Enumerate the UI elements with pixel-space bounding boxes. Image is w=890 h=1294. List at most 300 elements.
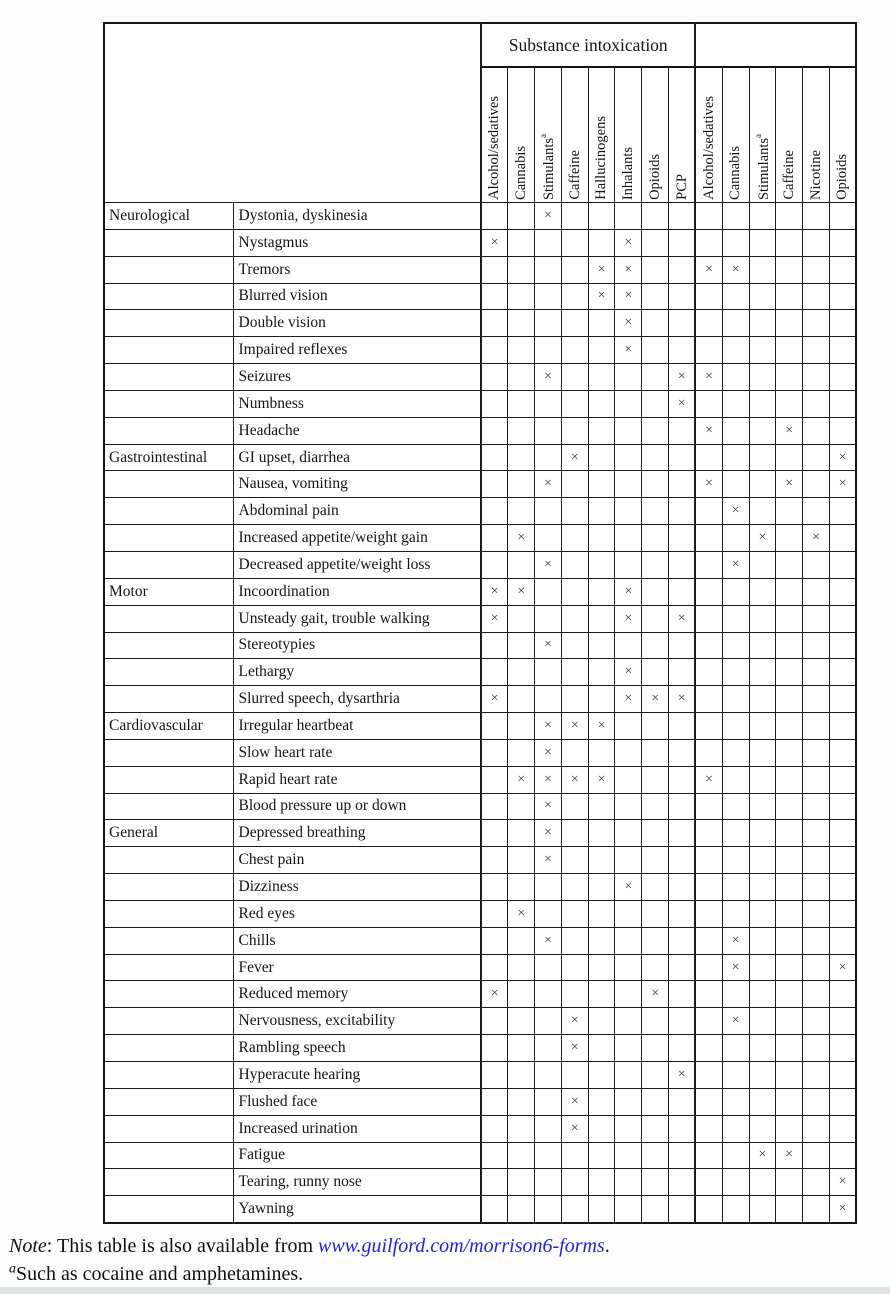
empty-cell — [561, 417, 588, 444]
empty-cell — [588, 874, 615, 901]
empty-cell — [722, 793, 749, 820]
empty-cell — [829, 203, 856, 230]
empty-cell — [588, 551, 615, 578]
empty-cell — [642, 954, 669, 981]
empty-cell — [561, 927, 588, 954]
note-line — [9, 1233, 883, 1260]
mark-cell: × — [749, 525, 776, 552]
empty-cell — [642, 1196, 669, 1223]
empty-cell — [535, 659, 562, 686]
empty-cell — [642, 525, 669, 552]
empty-cell — [588, 686, 615, 713]
footer — [9, 1233, 883, 1287]
empty-cell — [669, 256, 696, 283]
empty-cell — [588, 632, 615, 659]
empty-cell — [749, 337, 776, 364]
table-row-dystonia-dyskinesia — [104, 203, 856, 230]
category-cell — [104, 739, 233, 766]
empty-cell — [508, 1142, 535, 1169]
empty-cell — [776, 766, 803, 793]
table-row-flushed-face — [104, 1088, 856, 1115]
empty-cell — [642, 417, 669, 444]
empty-cell — [776, 1115, 803, 1142]
empty-cell — [615, 203, 642, 230]
empty-cell — [803, 954, 830, 981]
group-header-row — [104, 23, 856, 67]
mark-cell: × — [561, 1115, 588, 1142]
empty-cell — [749, 659, 776, 686]
empty-cell — [803, 1169, 830, 1196]
empty-cell — [695, 900, 722, 927]
empty-cell — [669, 1169, 696, 1196]
table-row-unsteady-gait-trouble-walking — [104, 605, 856, 632]
empty-cell — [803, 686, 830, 713]
col-header-intox-stimulants: Stimulants$^a$ — [535, 67, 562, 203]
empty-cell — [535, 444, 562, 471]
empty-cell — [803, 632, 830, 659]
empty-cell — [535, 498, 562, 525]
empty-cell — [669, 632, 696, 659]
empty-cell — [561, 1169, 588, 1196]
category-cell: Cardiovascular — [104, 713, 233, 740]
empty-cell — [776, 525, 803, 552]
category-cell — [104, 1169, 233, 1196]
empty-cell — [722, 1115, 749, 1142]
mark-cell: × — [642, 686, 669, 713]
mark-cell: × — [722, 551, 749, 578]
empty-cell — [776, 847, 803, 874]
empty-cell — [722, 900, 749, 927]
empty-cell — [481, 471, 508, 498]
footnote-marker: a — [9, 1261, 16, 1277]
empty-cell — [749, 444, 776, 471]
empty-cell — [722, 659, 749, 686]
empty-cell — [722, 1142, 749, 1169]
empty-cell — [776, 578, 803, 605]
empty-cell — [749, 417, 776, 444]
empty-cell — [695, 847, 722, 874]
empty-cell — [642, 390, 669, 417]
category-cell — [104, 981, 233, 1008]
empty-cell — [749, 1008, 776, 1035]
symptom-cell: Red eyes — [233, 900, 481, 927]
mark-cell: × — [508, 766, 535, 793]
empty-cell — [803, 874, 830, 901]
category-cell — [104, 364, 233, 391]
empty-cell — [829, 981, 856, 1008]
empty-cell — [669, 525, 696, 552]
empty-cell — [803, 390, 830, 417]
empty-cell — [722, 1196, 749, 1223]
empty-cell — [776, 337, 803, 364]
table-row-incoordination — [104, 578, 856, 605]
empty-cell — [669, 229, 696, 256]
symptom-cell: Impaired reflexes — [233, 337, 481, 364]
empty-cell — [615, 1142, 642, 1169]
empty-cell — [642, 471, 669, 498]
empty-cell — [615, 981, 642, 1008]
empty-cell — [776, 229, 803, 256]
empty-cell — [561, 632, 588, 659]
mark-cell: × — [829, 1196, 856, 1223]
empty-cell — [803, 337, 830, 364]
empty-cell — [749, 283, 776, 310]
empty-cell — [669, 1008, 696, 1035]
table-row-impaired-reflexes — [104, 337, 856, 364]
table-row-decreased-appetite-weight-loss — [104, 551, 856, 578]
category-cell — [104, 605, 233, 632]
empty-cell — [722, 847, 749, 874]
empty-cell — [803, 1008, 830, 1035]
empty-cell — [642, 739, 669, 766]
mark-cell: × — [776, 471, 803, 498]
symptom-cell: Stereotypies — [233, 632, 481, 659]
empty-cell — [722, 229, 749, 256]
empty-cell — [749, 203, 776, 230]
empty-cell — [695, 525, 722, 552]
empty-cell — [508, 444, 535, 471]
empty-cell — [749, 229, 776, 256]
empty-cell — [695, 820, 722, 847]
empty-cell — [669, 471, 696, 498]
mark-cell: × — [561, 766, 588, 793]
empty-cell — [695, 203, 722, 230]
symptom-cell: Chest pain — [233, 847, 481, 874]
empty-cell — [535, 1088, 562, 1115]
mark-cell: × — [615, 256, 642, 283]
empty-cell — [803, 1035, 830, 1062]
empty-cell — [615, 444, 642, 471]
empty-cell — [535, 1035, 562, 1062]
empty-cell — [508, 498, 535, 525]
empty-cell — [776, 444, 803, 471]
empty-cell — [722, 1062, 749, 1089]
empty-cell — [642, 364, 669, 391]
empty-cell — [508, 1115, 535, 1142]
empty-cell — [829, 900, 856, 927]
mark-cell: × — [588, 766, 615, 793]
empty-cell — [803, 820, 830, 847]
symptom-cell: Headache — [233, 417, 481, 444]
mark-cell: × — [535, 713, 562, 740]
empty-cell — [803, 605, 830, 632]
empty-cell — [588, 1088, 615, 1115]
empty-cell — [749, 820, 776, 847]
empty-cell — [669, 1115, 696, 1142]
empty-cell — [561, 793, 588, 820]
table-row-red-eyes — [104, 900, 856, 927]
empty-cell — [481, 739, 508, 766]
empty-cell — [508, 1196, 535, 1223]
footnote-text: Such as cocaine and amphetamines. — [16, 1263, 304, 1285]
empty-cell — [642, 900, 669, 927]
empty-cell — [695, 793, 722, 820]
symptom-cell: Fatigue — [233, 1142, 481, 1169]
empty-cell — [481, 713, 508, 740]
empty-cell — [642, 659, 669, 686]
empty-cell — [642, 310, 669, 337]
category-cell — [104, 417, 233, 444]
empty-cell — [561, 256, 588, 283]
empty-cell — [722, 444, 749, 471]
empty-cell — [481, 1169, 508, 1196]
empty-cell — [508, 256, 535, 283]
empty-cell — [588, 229, 615, 256]
empty-cell — [803, 310, 830, 337]
empty-cell — [695, 659, 722, 686]
empty-cell — [508, 364, 535, 391]
empty-cell — [642, 1142, 669, 1169]
empty-cell — [829, 551, 856, 578]
empty-cell — [588, 525, 615, 552]
empty-cell — [615, 364, 642, 391]
empty-cell — [669, 927, 696, 954]
mark-cell: × — [561, 1035, 588, 1062]
empty-cell — [829, 310, 856, 337]
table-row-chills — [104, 927, 856, 954]
empty-cell — [535, 981, 562, 1008]
table-row-depressed-breathing — [104, 820, 856, 847]
symptom-cell: Dystonia, dyskinesia — [233, 203, 481, 230]
empty-cell — [803, 551, 830, 578]
category-cell: Neurological — [104, 203, 233, 230]
empty-cell — [695, 444, 722, 471]
mark-cell: × — [535, 632, 562, 659]
empty-cell — [508, 686, 535, 713]
symptom-cell: Tearing, runny nose — [233, 1169, 481, 1196]
empty-cell — [829, 337, 856, 364]
empty-cell — [642, 1088, 669, 1115]
empty-cell — [615, 820, 642, 847]
intoxication-group-header: Substance intoxication — [481, 23, 695, 67]
empty-cell — [561, 847, 588, 874]
empty-cell — [561, 686, 588, 713]
mark-cell: × — [722, 498, 749, 525]
empty-cell — [561, 578, 588, 605]
empty-cell — [829, 525, 856, 552]
mark-cell: × — [535, 927, 562, 954]
empty-cell — [508, 954, 535, 981]
empty-cell — [695, 874, 722, 901]
table-row-irregular-heartbeat — [104, 713, 856, 740]
empty-cell — [615, 739, 642, 766]
empty-cell — [776, 900, 803, 927]
category-cell — [104, 498, 233, 525]
empty-cell — [481, 256, 508, 283]
empty-cell — [481, 203, 508, 230]
mark-cell: × — [722, 256, 749, 283]
category-cell — [104, 1062, 233, 1089]
empty-cell — [481, 632, 508, 659]
empty-cell — [508, 820, 535, 847]
empty-cell — [642, 1062, 669, 1089]
footnote-line — [9, 1261, 883, 1287]
empty-cell — [695, 1035, 722, 1062]
empty-cell — [803, 847, 830, 874]
empty-cell — [588, 954, 615, 981]
symptom-cell: Yawning — [233, 1196, 481, 1223]
table-row-stereotypies — [104, 632, 856, 659]
empty-cell — [695, 1115, 722, 1142]
empty-cell — [561, 471, 588, 498]
category-cell — [104, 390, 233, 417]
empty-cell — [749, 793, 776, 820]
empty-cell — [508, 337, 535, 364]
symptom-cell: Blood pressure up or down — [233, 793, 481, 820]
empty-cell — [615, 471, 642, 498]
mark-cell: × — [535, 739, 562, 766]
empty-cell — [481, 444, 508, 471]
empty-cell — [481, 1008, 508, 1035]
empty-cell — [803, 1115, 830, 1142]
empty-cell — [481, 659, 508, 686]
empty-cell — [508, 283, 535, 310]
empty-cell — [561, 203, 588, 230]
empty-cell — [615, 927, 642, 954]
mark-cell: × — [695, 417, 722, 444]
table-row-numbness — [104, 390, 856, 417]
symptom-cell: Tremors — [233, 256, 481, 283]
empty-cell — [829, 686, 856, 713]
empty-cell — [776, 981, 803, 1008]
empty-cell — [695, 337, 722, 364]
empty-cell — [535, 605, 562, 632]
empty-cell — [508, 793, 535, 820]
empty-cell — [669, 578, 696, 605]
empty-cell — [588, 1115, 615, 1142]
empty-cell — [803, 739, 830, 766]
empty-cell — [642, 847, 669, 874]
symptom-cell: Chills — [233, 927, 481, 954]
empty-cell — [481, 900, 508, 927]
mark-cell: × — [615, 229, 642, 256]
empty-cell — [803, 981, 830, 1008]
table-row-tremors — [104, 256, 856, 283]
empty-cell — [776, 551, 803, 578]
empty-cell — [508, 471, 535, 498]
mark-cell: × — [829, 444, 856, 471]
empty-cell — [481, 1196, 508, 1223]
symptom-cell: Dizziness — [233, 874, 481, 901]
empty-cell — [695, 605, 722, 632]
category-cell: Gastrointestinal — [104, 444, 233, 471]
table-row-rapid-heart-rate — [104, 766, 856, 793]
empty-cell — [588, 1142, 615, 1169]
category-cell — [104, 1035, 233, 1062]
forms-link[interactable]: www.guilford.com/morrison6-forms — [318, 1235, 605, 1257]
empty-cell — [803, 793, 830, 820]
empty-cell — [722, 1169, 749, 1196]
empty-cell — [642, 605, 669, 632]
symptom-cell: Increased urination — [233, 1115, 481, 1142]
empty-cell — [535, 229, 562, 256]
empty-cell — [803, 1196, 830, 1223]
mark-cell: × — [722, 1008, 749, 1035]
empty-cell — [749, 1196, 776, 1223]
empty-cell — [588, 390, 615, 417]
empty-cell — [588, 498, 615, 525]
empty-cell — [508, 390, 535, 417]
empty-cell — [481, 793, 508, 820]
empty-cell — [508, 847, 535, 874]
empty-cell — [829, 256, 856, 283]
empty-cell — [588, 605, 615, 632]
empty-cell — [695, 954, 722, 981]
empty-cell — [561, 551, 588, 578]
col-header-withdrawal-stimulants: Stimulants$^a$ — [749, 67, 776, 203]
empty-cell — [749, 900, 776, 927]
empty-cell — [588, 471, 615, 498]
empty-cell — [615, 847, 642, 874]
empty-cell — [508, 632, 535, 659]
empty-cell — [749, 686, 776, 713]
empty-cell — [481, 1062, 508, 1089]
empty-cell — [669, 337, 696, 364]
table-row-blood-pressure-up-or-down — [104, 793, 856, 820]
empty-cell — [561, 981, 588, 1008]
empty-cell — [642, 1169, 669, 1196]
empty-cell — [695, 981, 722, 1008]
empty-cell — [776, 203, 803, 230]
empty-cell — [615, 1008, 642, 1035]
empty-cell — [695, 713, 722, 740]
mark-cell: × — [695, 256, 722, 283]
empty-cell — [615, 1196, 642, 1223]
symptom-cell: Slow heart rate — [233, 739, 481, 766]
empty-cell — [669, 874, 696, 901]
empty-cell — [829, 739, 856, 766]
empty-cell — [508, 310, 535, 337]
empty-cell — [588, 203, 615, 230]
empty-cell — [695, 390, 722, 417]
col-header-withdrawal-opioids: Opioids — [829, 67, 856, 203]
empty-cell — [803, 417, 830, 444]
empty-cell — [535, 1142, 562, 1169]
empty-cell — [535, 874, 562, 901]
empty-cell — [615, 632, 642, 659]
mark-cell: × — [669, 1062, 696, 1089]
mark-cell: × — [481, 686, 508, 713]
empty-cell — [829, 229, 856, 256]
symptom-cell: Incoordination — [233, 578, 481, 605]
empty-cell — [508, 229, 535, 256]
empty-cell — [669, 847, 696, 874]
empty-cell — [508, 1008, 535, 1035]
category-cell — [104, 337, 233, 364]
empty-cell — [803, 927, 830, 954]
empty-cell — [642, 713, 669, 740]
empty-cell — [508, 659, 535, 686]
empty-cell — [749, 1115, 776, 1142]
empty-cell — [508, 551, 535, 578]
empty-cell — [803, 471, 830, 498]
symptom-cell: Fever — [233, 954, 481, 981]
category-cell — [104, 310, 233, 337]
empty-cell — [508, 417, 535, 444]
empty-cell — [803, 364, 830, 391]
empty-cell — [481, 847, 508, 874]
category-cell — [104, 847, 233, 874]
mark-cell: × — [535, 364, 562, 391]
empty-cell — [588, 1196, 615, 1223]
empty-cell — [481, 954, 508, 981]
empty-cell — [695, 1008, 722, 1035]
mark-cell: × — [615, 659, 642, 686]
empty-cell — [561, 1142, 588, 1169]
empty-cell — [669, 766, 696, 793]
empty-cell — [561, 605, 588, 632]
empty-cell — [722, 417, 749, 444]
